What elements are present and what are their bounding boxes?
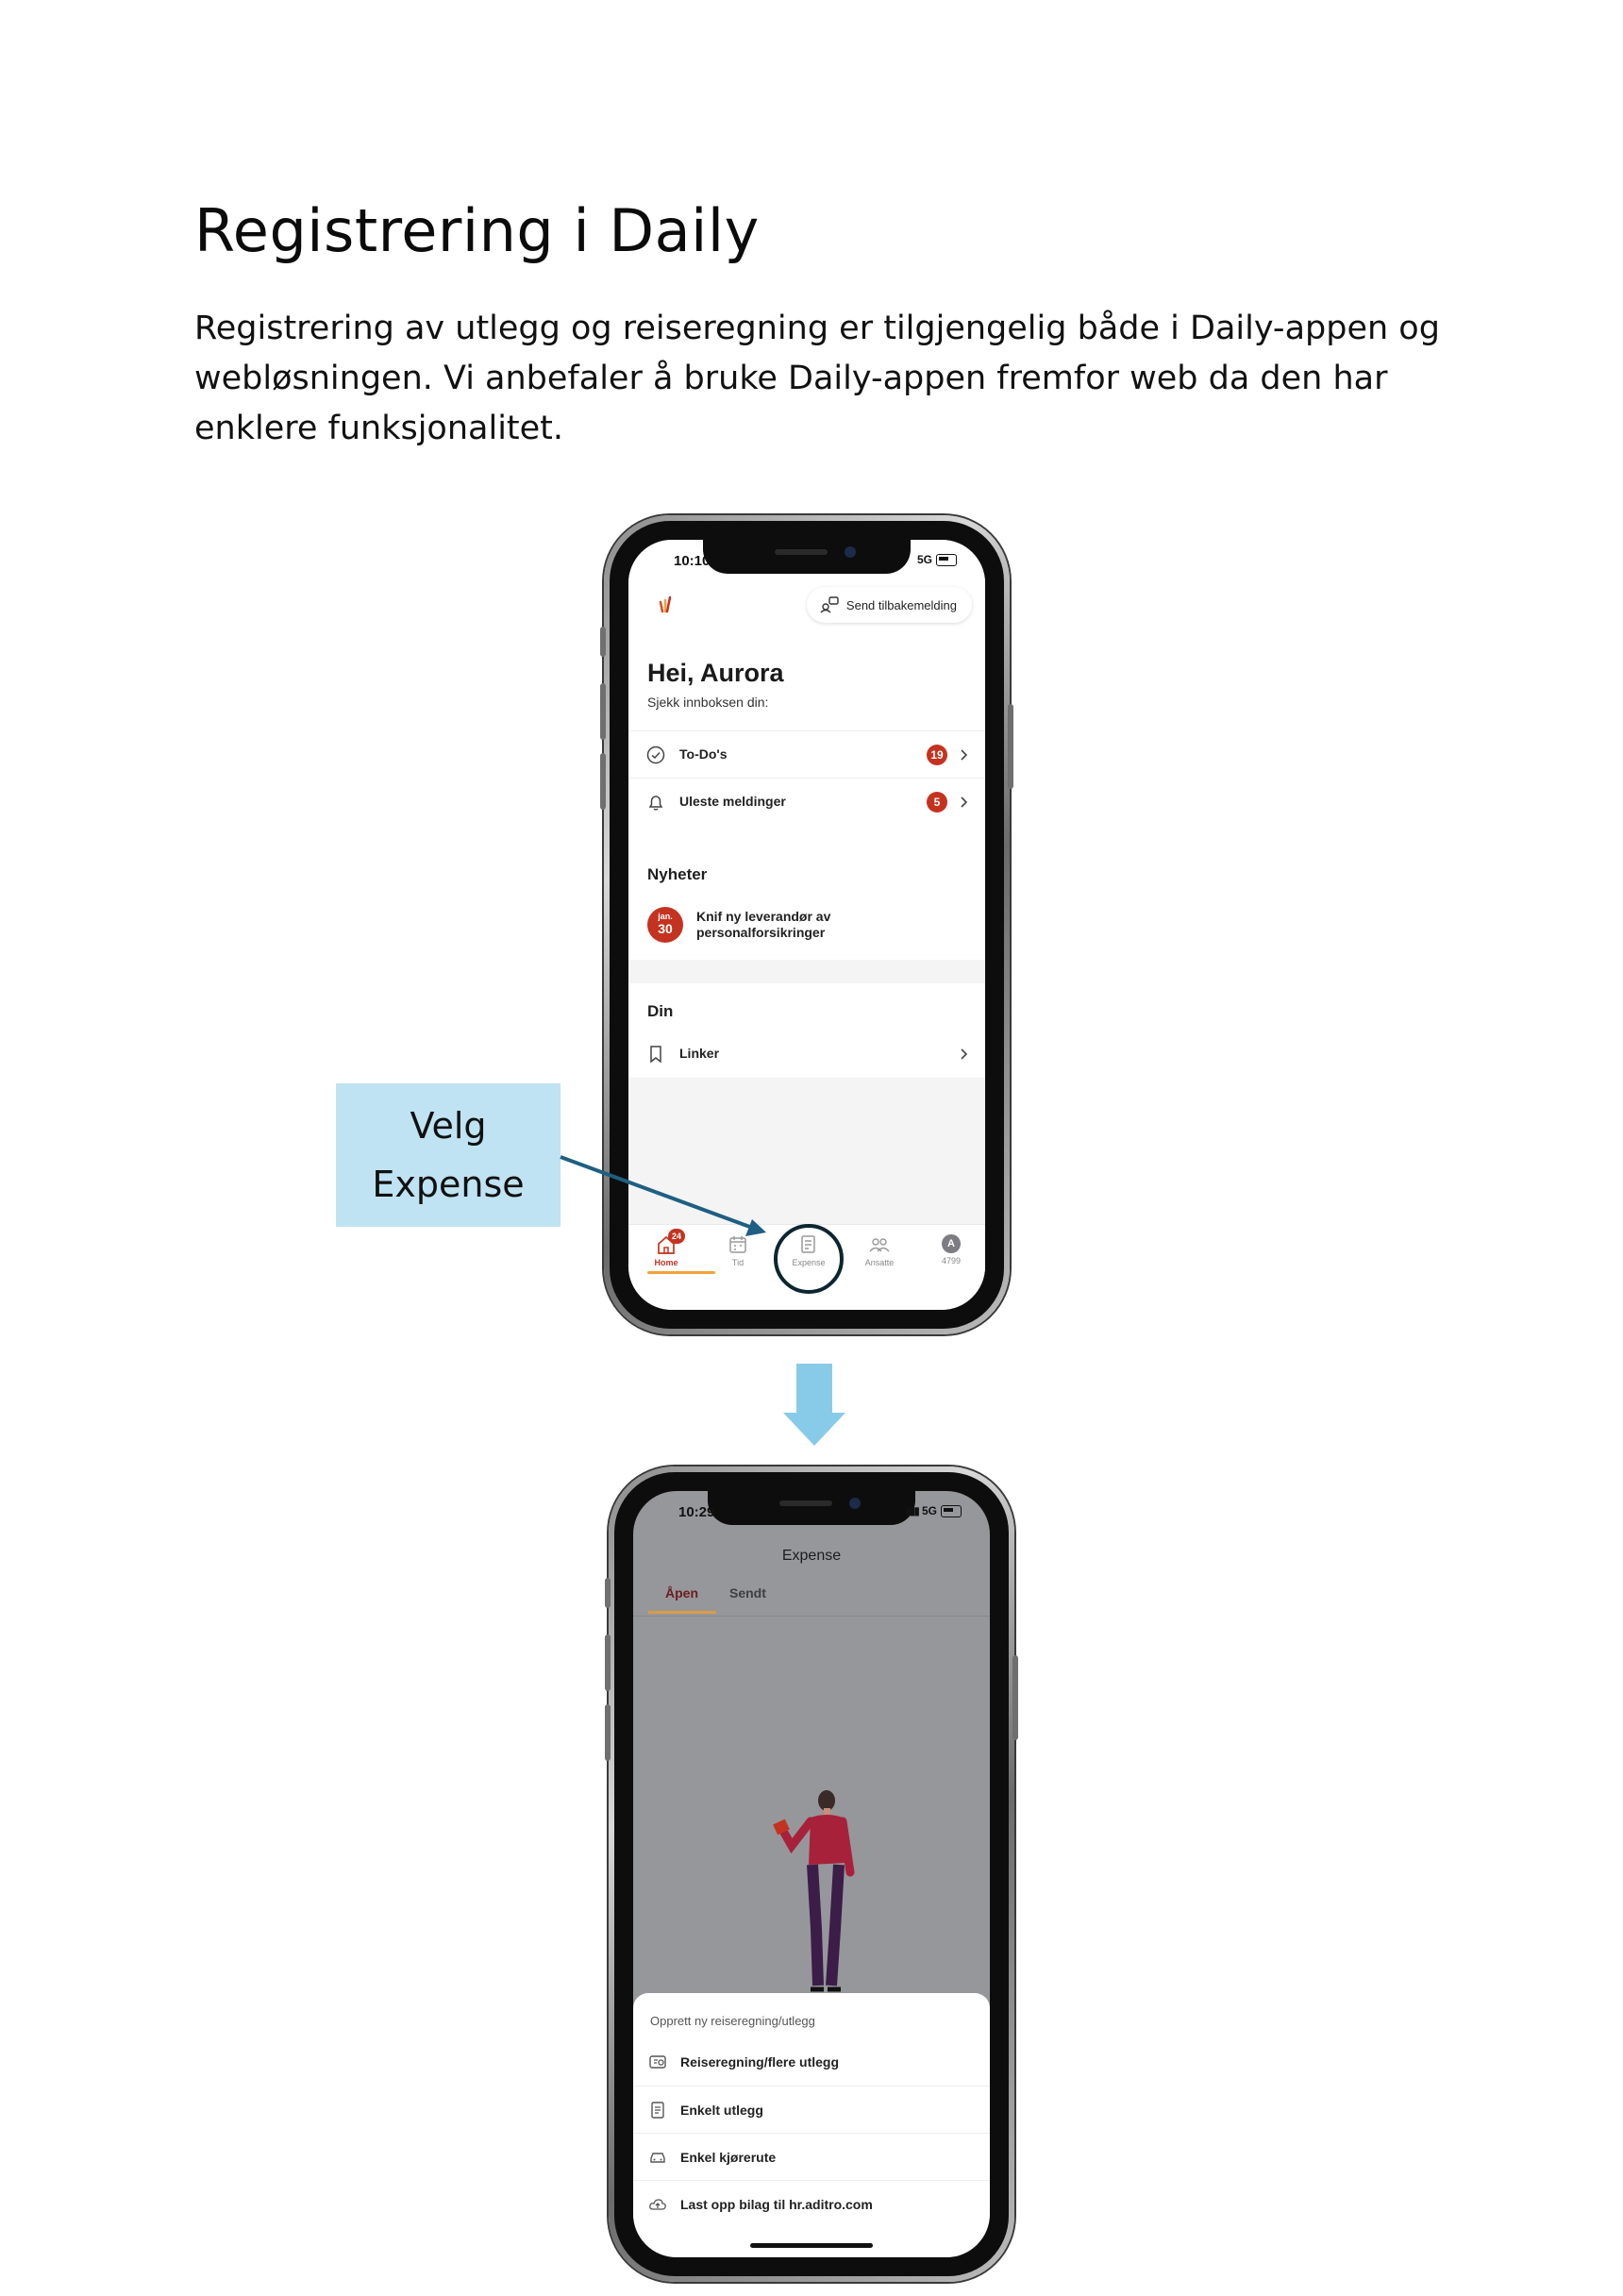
document-intro: Registrering av utlegg og reiseregning er tilgjengelig både i Daily-appen og webløsningen. Vi anbefaler å bruke Daily-appen fremfor web da den har enklere funksjonalitet. xyxy=(194,310,1440,447)
status-time: 10:29 xyxy=(678,1504,715,1520)
inbox-prompt: Sjekk innboksen din: xyxy=(647,695,769,710)
cloud-upload-icon xyxy=(648,2195,667,2214)
news-title: Nyheter xyxy=(647,865,708,883)
daily-logo-icon xyxy=(653,593,678,617)
option-label: Enkel kjørerute xyxy=(680,2150,777,2165)
home-indicator xyxy=(750,2243,873,2248)
bell-icon xyxy=(645,792,666,813)
document-title: Registrering i Daily xyxy=(194,196,760,265)
option-label: Last opp bilag til hr.aditro.com xyxy=(680,2197,873,2212)
tab-divider xyxy=(633,1616,990,1617)
option-label: Reiseregning/flere utlegg xyxy=(680,2054,840,2070)
news-month: jan. xyxy=(658,912,673,921)
inbox-row-label: To-Do's xyxy=(679,746,728,762)
din-title: Din xyxy=(647,1002,674,1020)
check-circle-icon xyxy=(645,745,666,765)
feedback-icon xyxy=(820,596,839,613)
todos-count-badge: 19 xyxy=(927,745,947,765)
option-upload-receipt[interactable] xyxy=(633,2180,990,2228)
tab-sent[interactable]: Sendt xyxy=(729,1585,766,1600)
tab-ansatte[interactable] xyxy=(851,1234,908,1267)
expense-highlight-ring xyxy=(774,1224,844,1294)
home-badge: 24 xyxy=(668,1229,685,1244)
document-icon xyxy=(648,2101,667,2120)
news-date-badge xyxy=(647,907,683,943)
tab-home[interactable] xyxy=(638,1234,694,1267)
network-label: 5G xyxy=(916,553,932,566)
travel-expense-icon xyxy=(648,2053,667,2071)
chevron-right-icon xyxy=(959,746,970,764)
din-row-links[interactable] xyxy=(628,1031,985,1078)
inbox-row-label: Uleste meldinger xyxy=(679,794,786,809)
status-time: 10:10 xyxy=(674,553,711,569)
callout-box xyxy=(336,1083,561,1227)
tab-label: Home xyxy=(654,1258,678,1267)
inbox-row-todos[interactable] xyxy=(628,730,985,779)
phone-1-screen xyxy=(628,540,985,1310)
create-expense-sheet xyxy=(633,1993,990,2257)
tab-label: Ansatte xyxy=(864,1258,895,1267)
option-travel-expense[interactable] xyxy=(633,2038,990,2086)
tab-label: 4799 xyxy=(941,1256,962,1265)
tab-label: Tid xyxy=(731,1258,745,1267)
phone-1 xyxy=(604,515,1010,1334)
inbox-row-unread-messages[interactable] xyxy=(628,778,985,826)
sheet-title: Opprett ny reiseregning/utlegg xyxy=(650,2014,815,2028)
status-indicators xyxy=(905,1504,962,1517)
news-day: 30 xyxy=(658,921,673,936)
din-row-label: Linker xyxy=(679,1046,720,1061)
news-item-text: Knif ny leverandør av personalforsikringer xyxy=(696,909,831,940)
car-icon xyxy=(648,2148,667,2167)
send-feedback-button[interactable] xyxy=(807,587,972,623)
option-label: Enkelt utlegg xyxy=(680,2103,763,2118)
greeting: Hei, Aurora xyxy=(647,659,784,687)
option-single-trip[interactable] xyxy=(633,2133,990,2181)
news-card xyxy=(628,846,985,960)
unread-count-badge: 5 xyxy=(927,792,947,813)
chevron-right-icon xyxy=(959,793,970,812)
send-feedback-label: Send tilbakemelding xyxy=(845,597,957,612)
tab-tid[interactable] xyxy=(710,1234,766,1267)
phone-2 xyxy=(609,1466,1014,2282)
down-arrow-icon xyxy=(783,1364,845,1446)
callout-line-1: Velg xyxy=(410,1105,487,1147)
network-label: 5G xyxy=(921,1504,937,1517)
battery-icon xyxy=(941,1505,962,1517)
callout-line-2: Expense xyxy=(372,1164,525,1205)
empty-state-illustration xyxy=(756,1787,878,2004)
phone-2-screen xyxy=(633,1491,990,2257)
signal-icon: ▮▮▮ xyxy=(905,1504,918,1517)
expense-page-title: Expense xyxy=(781,1548,842,1564)
calendar-icon xyxy=(727,1234,749,1255)
active-tab-underline xyxy=(648,1611,716,1614)
status-indicators xyxy=(917,553,957,566)
people-icon xyxy=(868,1234,891,1255)
battery-icon xyxy=(936,554,957,566)
option-single-expense[interactable] xyxy=(633,2086,990,2134)
active-tab-underline xyxy=(647,1271,715,1274)
avatar-icon: A xyxy=(942,1234,961,1253)
tab-label: Expense xyxy=(792,1258,826,1267)
bookmark-icon xyxy=(645,1044,666,1064)
chevron-right-icon xyxy=(959,1045,970,1064)
tab-profile[interactable] xyxy=(923,1234,979,1265)
din-card xyxy=(628,983,985,1078)
tab-open[interactable]: Åpen xyxy=(665,1585,698,1600)
home-header xyxy=(628,540,985,898)
